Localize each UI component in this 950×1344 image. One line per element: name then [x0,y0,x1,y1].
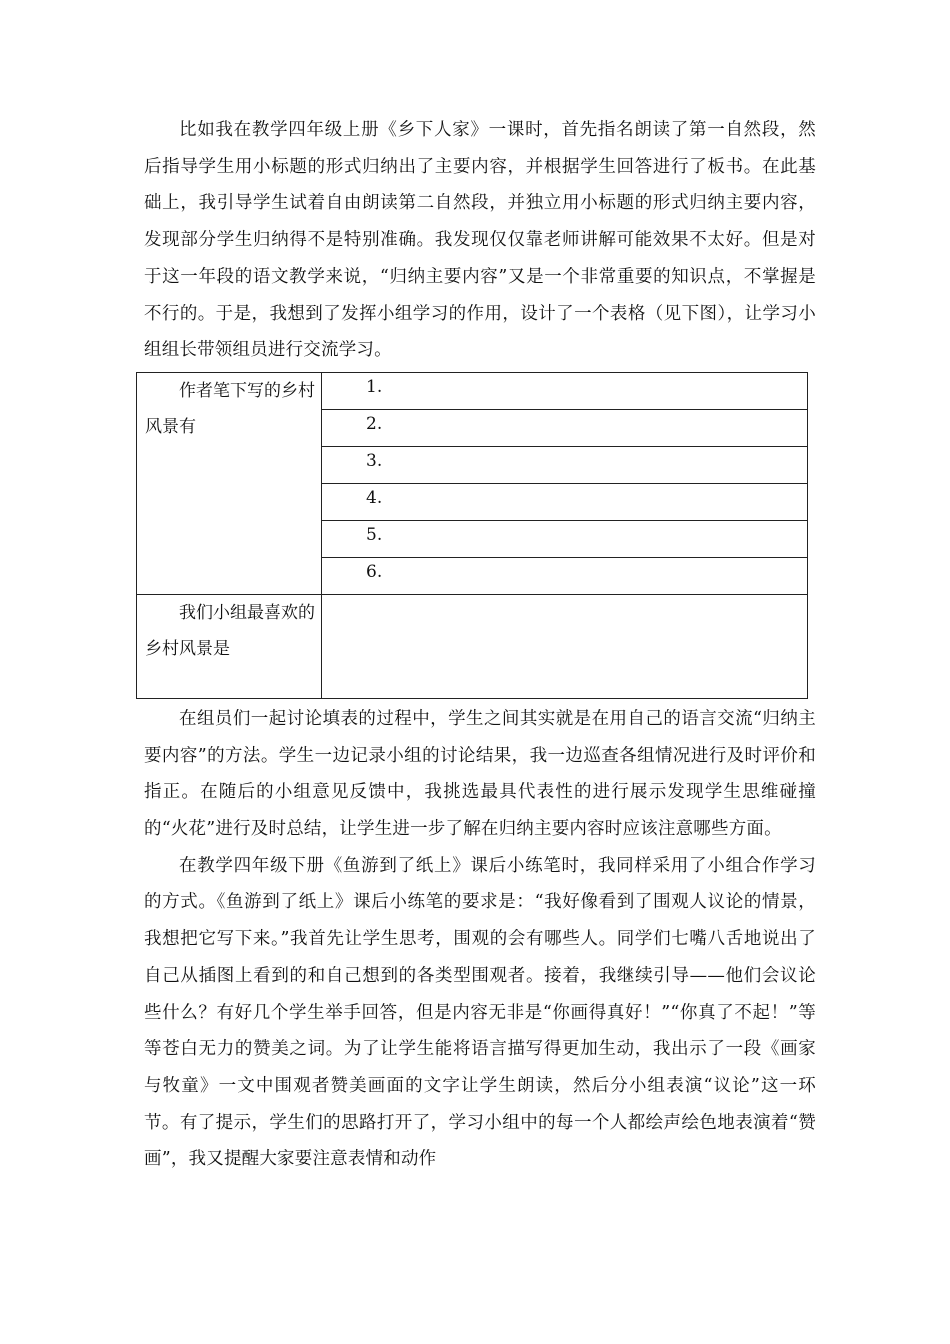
group-worksheet-table [136,372,808,699]
scenery-item-1: 1. [322,372,808,409]
scenery-item-6: 6. [322,557,808,594]
scenery-label-cell: 作者笔下写的乡村风景有 [137,372,322,594]
table-row [137,372,808,409]
favorite-label-cell: 我们小组最喜欢的乡村风景是 [137,594,322,698]
paragraph-discussion: 在组员们一起讨论填表的过程中，学生之间其实就是在用自己的语言交流“归纳主要内容”的方法。学生一边记录小组的讨论结果，我一边巡查各组情况进行及时评价和指正。在随后的小组意见反馈中，我挑选最具代表性的进行展示发现学生思维碰撞的“火花”进行及时总结，让学生进一步了解在归纳主要内容时应该注意哪些方面。 [144,708,816,840]
scenery-item-5: 5. [322,520,808,557]
scenery-item-2: 2. [322,409,808,446]
paragraph-fish-lesson: 在教学四年级下册《鱼游到了纸上》课后小练笔时，我同样采用了小组合作学习的方式。《鱼游到了纸上》课后小练笔的要求是：“我好像看到了围观人议论的情景，我想把它写下来。”我首先让学生思考，围观的会有哪些人。同学们七嘴八舌地说出了自己从插图上看到的和自己想到的各类型围观者。接着，我继续引导——他们会议论些什么？有好几个学生举手回答，但是内容无非是“你画得真好！”“你真了不起！”等等苍白无力的赞美之词。为了让学生能将语言描写得更加生动，我出示了一段《画家与牧童》一文中围观者赞美画面的文字让学生朗读，然后分小组表演“议论”这一环节。有了提示，学生们的思路打开了，学习小组中的每一个人都绘声绘色地表演着“赞画”，我又提醒大家要注意表情和动作 [144,855,816,1170]
document-page [144,112,816,1178]
favorite-answer-cell [322,594,808,698]
scenery-item-3: 3. [322,446,808,483]
scenery-item-4: 4. [322,483,808,520]
paragraph-intro: 比如我在教学四年级上册《乡下人家》一课时，首先指名朗读了第一自然段，然后指导学生用小标题的形式归纳出了主要内容，并根据学生回答进行了板书。在此基础上，我引导学生试着自由朗读第二自然段，并独立用小标题的形式归纳主要内容，发现部分学生归纳得不是特别准确。我发现仅仅靠老师讲解可能效果不太好。但是对于这一年段的语文教学来说，“归纳主要内容”又是一个非常重要的知识点，不掌握是不行的。于是，我想到了发挥小组学习的作用，设计了一个表格（见下图），让学习小组组长带领组员进行交流学习。 [144,120,816,361]
table-row [137,594,808,698]
